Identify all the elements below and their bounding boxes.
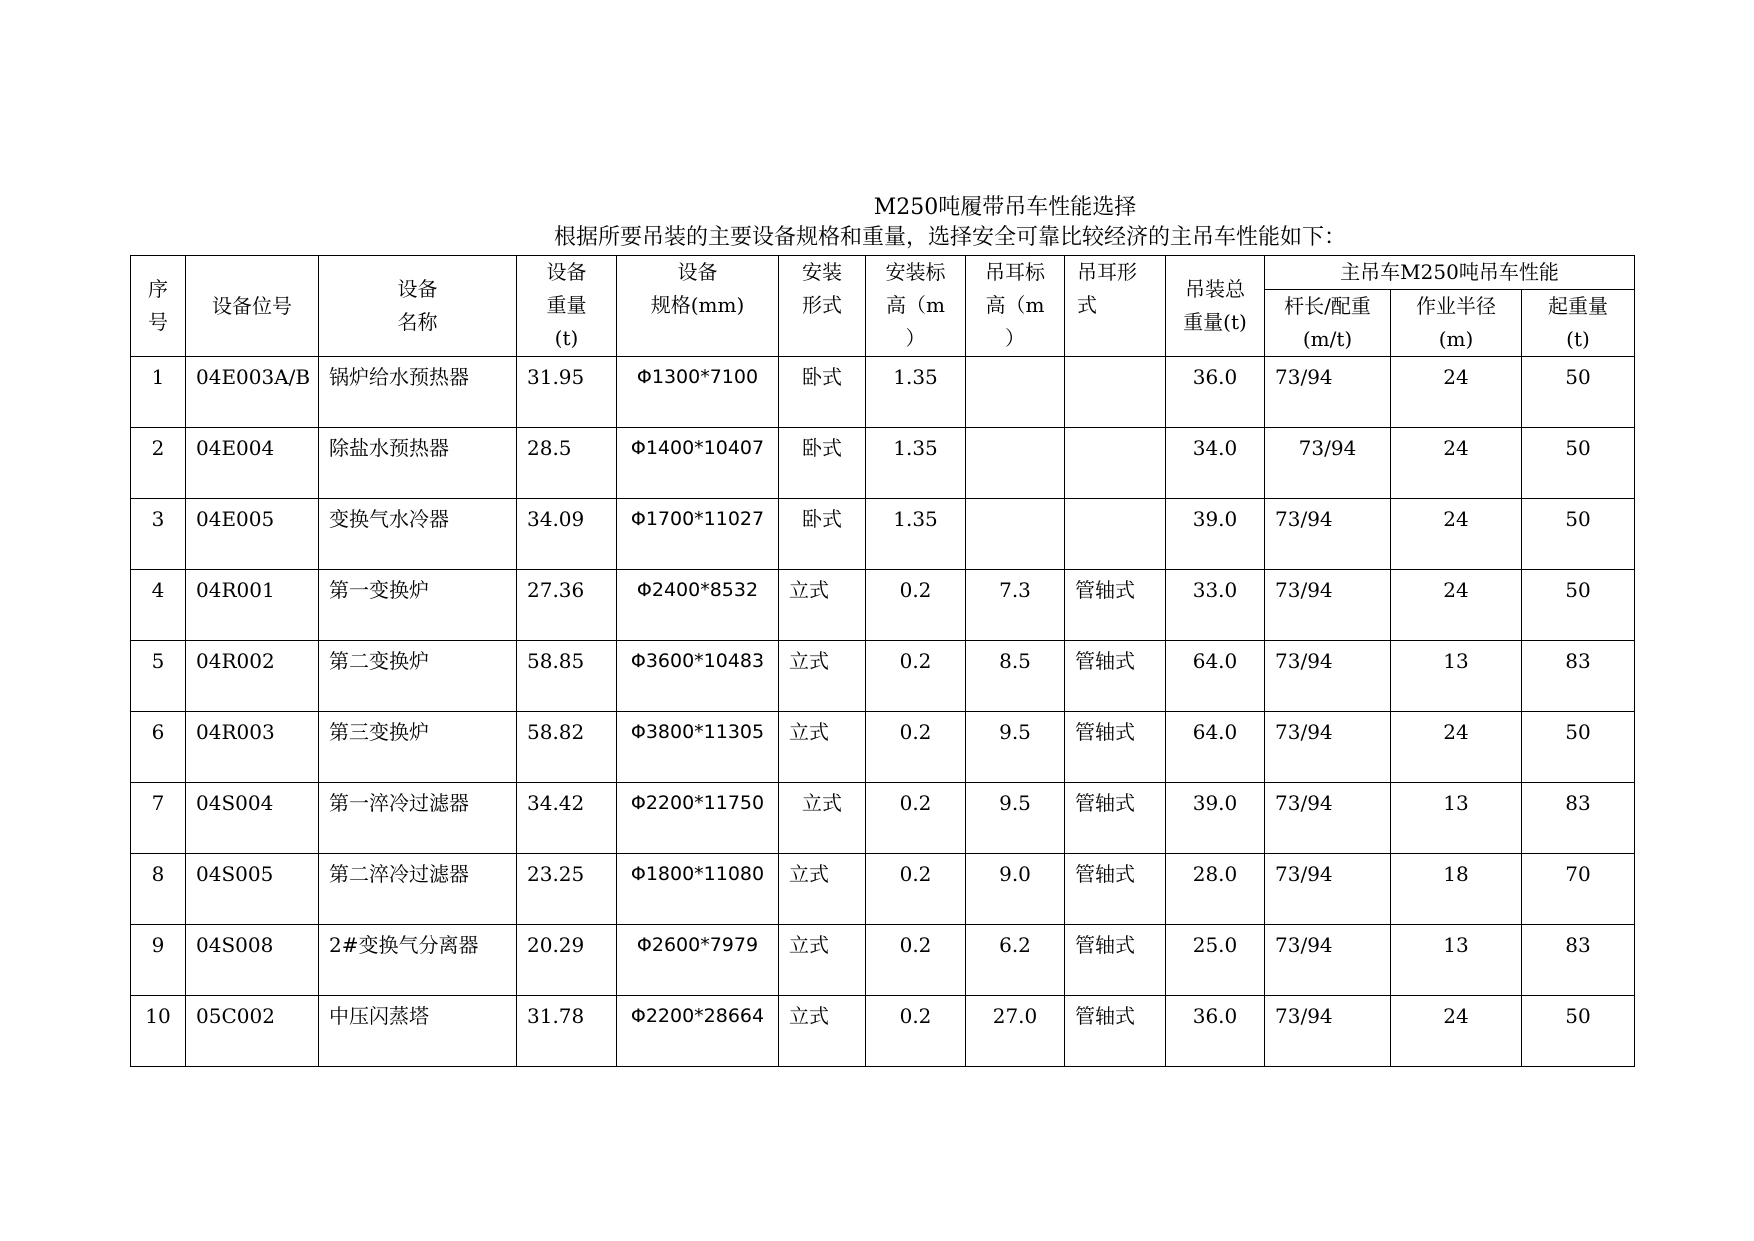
cell-install-elev: 0.2	[866, 641, 966, 712]
cell-spec: Φ1800*11080	[617, 854, 779, 925]
cell-boom: 73/94	[1265, 783, 1391, 854]
header-lug-elev-line3: ）	[1005, 326, 1025, 350]
cell-position: 04S005	[186, 854, 319, 925]
cell-weight: 27.36	[517, 570, 617, 641]
table-row	[131, 428, 1635, 499]
cell-seq: 1	[131, 357, 186, 428]
cell-lug-form: 管轴式	[1065, 996, 1166, 1067]
cell-capacity: 50	[1522, 712, 1635, 783]
header-lug-form-line2: 式	[1077, 293, 1097, 317]
cell-radius: 24	[1391, 428, 1522, 499]
header-spec-line2: 规格(mm)	[650, 293, 745, 317]
cell-position: 04R001	[186, 570, 319, 641]
header-total-weight-line2: 重量(t)	[1183, 310, 1247, 334]
cell-install-form: 立式	[779, 641, 866, 712]
cell-weight: 58.85	[517, 641, 617, 712]
header-capacity-line2: (t)	[1566, 327, 1590, 351]
header-lug-elev-line2: 高（m	[985, 293, 1045, 317]
cell-capacity: 50	[1522, 499, 1635, 570]
cell-spec: Φ1300*7100	[617, 357, 779, 428]
cell-install-elev: 1.35	[866, 499, 966, 570]
header-install-elev	[866, 256, 966, 357]
cell-boom: 73/94	[1265, 641, 1391, 712]
cell-weight: 34.09	[517, 499, 617, 570]
cell-position: 05C002	[186, 996, 319, 1067]
cell-boom: 73/94	[1265, 925, 1391, 996]
cell-position: 04S008	[186, 925, 319, 996]
cell-lug-form: 管轴式	[1065, 854, 1166, 925]
header-lug-elev-line1: 吊耳标	[985, 260, 1045, 284]
cell-lug-elev: 9.5	[966, 712, 1065, 783]
cell-lug-elev: 6.2	[966, 925, 1065, 996]
cell-total-weight: 28.0	[1166, 854, 1265, 925]
cell-install-form: 立式	[779, 925, 866, 996]
cell-name: 中压闪蒸塔	[319, 996, 517, 1067]
cell-lug-form: 管轴式	[1065, 783, 1166, 854]
header-weight-line2: 重量	[546, 293, 587, 317]
header-crane-group: 主吊车M250吨吊车性能	[1265, 256, 1635, 290]
crane-performance-table	[130, 255, 1635, 1067]
cell-lug-form: 管轴式	[1065, 570, 1166, 641]
cell-seq: 3	[131, 499, 186, 570]
cell-total-weight: 39.0	[1166, 499, 1265, 570]
cell-total-weight: 33.0	[1166, 570, 1265, 641]
cell-seq: 7	[131, 783, 186, 854]
cell-lug-elev: 27.0	[966, 996, 1065, 1067]
cell-capacity: 83	[1522, 641, 1635, 712]
cell-lug-elev	[966, 357, 1065, 428]
cell-spec: Φ1400*10407	[617, 428, 779, 499]
cell-lug-form	[1065, 357, 1166, 428]
cell-seq: 8	[131, 854, 186, 925]
cell-lug-elev: 7.3	[966, 570, 1065, 641]
cell-boom: 73/94	[1265, 996, 1391, 1067]
cell-seq: 4	[131, 570, 186, 641]
cell-total-weight: 36.0	[1166, 996, 1265, 1067]
header-lug-form	[1065, 256, 1166, 357]
cell-position: 04R003	[186, 712, 319, 783]
header-spec-line1: 设备	[677, 260, 718, 284]
cell-install-form: 卧式	[779, 428, 866, 499]
cell-spec: Φ2400*8532	[617, 570, 779, 641]
page-title: M250吨履带吊车性能选择	[873, 195, 1137, 220]
cell-install-elev: 0.2	[866, 854, 966, 925]
cell-seq: 2	[131, 428, 186, 499]
cell-install-form: 立式	[779, 570, 866, 641]
cell-position: 04E005	[186, 499, 319, 570]
cell-install-elev: 1.35	[866, 428, 966, 499]
table-row	[131, 783, 1635, 854]
header-position: 设备位号	[186, 256, 319, 357]
cell-capacity: 83	[1522, 783, 1635, 854]
cell-radius: 24	[1391, 712, 1522, 783]
cell-radius: 24	[1391, 570, 1522, 641]
cell-weight: 23.25	[517, 854, 617, 925]
cell-total-weight: 34.0	[1166, 428, 1265, 499]
cell-radius: 18	[1391, 854, 1522, 925]
cell-lug-elev	[966, 499, 1065, 570]
cell-boom: 73/94	[1265, 854, 1391, 925]
table-row	[131, 925, 1635, 996]
cell-lug-form: 管轴式	[1065, 925, 1166, 996]
cell-lug-form: 管轴式	[1065, 641, 1166, 712]
header-boom	[1265, 290, 1391, 357]
header-seq-line2: 号	[148, 310, 168, 334]
cell-seq: 9	[131, 925, 186, 996]
page-subtitle: 根据所要吊装的主要设备规格和重量，选择安全可靠比较经济的主吊车性能如下：	[553, 225, 1346, 250]
cell-name: 第三变换炉	[319, 712, 517, 783]
cell-total-weight: 39.0	[1166, 783, 1265, 854]
cell-capacity: 50	[1522, 357, 1635, 428]
cell-install-elev: 0.2	[866, 996, 966, 1067]
cell-boom: 73/94	[1265, 428, 1391, 499]
cell-name: 第一变换炉	[319, 570, 517, 641]
cell-weight: 28.5	[517, 428, 617, 499]
cell-spec: Φ3800*11305	[617, 712, 779, 783]
header-name	[319, 256, 517, 357]
cell-lug-elev: 8.5	[966, 641, 1065, 712]
cell-install-form: 卧式	[779, 499, 866, 570]
cell-seq: 5	[131, 641, 186, 712]
header-lug-form-line1: 吊耳形	[1077, 260, 1137, 284]
header-total-weight	[1166, 256, 1265, 357]
cell-capacity: 70	[1522, 854, 1635, 925]
table-row	[131, 712, 1635, 783]
cell-name: 除盐水预热器	[319, 428, 517, 499]
cell-position: 04E004	[186, 428, 319, 499]
cell-radius: 24	[1391, 996, 1522, 1067]
cell-position: 04E003A/B	[186, 357, 319, 428]
cell-capacity: 83	[1522, 925, 1635, 996]
cell-total-weight: 64.0	[1166, 712, 1265, 783]
header-install-elev-line1: 安装标	[885, 260, 946, 284]
cell-name: 第一淬冷过滤器	[319, 783, 517, 854]
cell-radius: 13	[1391, 925, 1522, 996]
cell-position: 04R002	[186, 641, 319, 712]
header-weight-line1: 设备	[546, 260, 587, 284]
cell-radius: 24	[1391, 357, 1522, 428]
cell-spec: Φ3600*10483	[617, 641, 779, 712]
cell-weight: 31.95	[517, 357, 617, 428]
header-total-weight-line1: 吊装总	[1185, 277, 1245, 301]
table-row	[131, 854, 1635, 925]
cell-lug-form	[1065, 428, 1166, 499]
table-row	[131, 499, 1635, 570]
cell-boom: 73/94	[1265, 712, 1391, 783]
cell-install-elev: 0.2	[866, 712, 966, 783]
cell-position: 04S004	[186, 783, 319, 854]
cell-install-form: 立式	[779, 783, 866, 854]
cell-lug-elev	[966, 428, 1065, 499]
cell-name: 第二变换炉	[319, 641, 517, 712]
cell-spec: Φ2200*28664	[617, 996, 779, 1067]
cell-install-elev: 0.2	[866, 783, 966, 854]
cell-total-weight: 64.0	[1166, 641, 1265, 712]
header-seq	[131, 256, 186, 357]
cell-name: 锅炉给水预热器	[319, 357, 517, 428]
header-name-line1: 设备	[397, 277, 438, 301]
header-boom-line2: (m/t)	[1302, 327, 1353, 351]
cell-weight: 31.78	[517, 996, 617, 1067]
cell-boom: 73/94	[1265, 499, 1391, 570]
cell-name: 第二淬冷过滤器	[319, 854, 517, 925]
header-weight	[517, 256, 617, 357]
cell-weight: 34.42	[517, 783, 617, 854]
cell-weight: 20.29	[517, 925, 617, 996]
header-radius	[1391, 290, 1522, 357]
cell-install-form: 立式	[779, 854, 866, 925]
table-row	[131, 570, 1635, 641]
cell-install-elev: 0.2	[866, 925, 966, 996]
cell-name: 2#变换气分离器	[319, 925, 517, 996]
table-row	[131, 641, 1635, 712]
header-spec	[617, 256, 779, 357]
cell-weight: 58.82	[517, 712, 617, 783]
cell-capacity: 50	[1522, 428, 1635, 499]
cell-total-weight: 25.0	[1166, 925, 1265, 996]
cell-total-weight: 36.0	[1166, 357, 1265, 428]
cell-install-form: 卧式	[779, 357, 866, 428]
header-radius-line2: (m)	[1438, 327, 1474, 351]
header-boom-line1: 杆长/配重	[1284, 294, 1371, 318]
header-install-form-line2: 形式	[802, 293, 842, 317]
cell-radius: 24	[1391, 499, 1522, 570]
header-radius-line1: 作业半径	[1416, 294, 1496, 318]
header-capacity-line1: 起重量	[1548, 294, 1608, 318]
cell-lug-elev: 9.0	[966, 854, 1065, 925]
header-weight-line3: (t)	[554, 326, 579, 350]
cell-capacity: 50	[1522, 570, 1635, 641]
cell-lug-elev: 9.5	[966, 783, 1065, 854]
cell-seq: 6	[131, 712, 186, 783]
cell-spec: Φ1700*11027	[617, 499, 779, 570]
header-install-form	[779, 256, 866, 357]
cell-radius: 13	[1391, 641, 1522, 712]
header-name-line2: 名称	[397, 310, 438, 334]
cell-radius: 13	[1391, 783, 1522, 854]
cell-capacity: 50	[1522, 996, 1635, 1067]
cell-boom: 73/94	[1265, 357, 1391, 428]
header-install-elev-line3: ）	[905, 326, 926, 350]
cell-spec: Φ2200*11750	[617, 783, 779, 854]
cell-name: 变换气水冷器	[319, 499, 517, 570]
header-install-form-line1: 安装	[802, 260, 842, 284]
cell-spec: Φ2600*7979	[617, 925, 779, 996]
cell-install-form: 立式	[779, 712, 866, 783]
header-install-elev-line2: 高（m	[886, 293, 945, 317]
cell-lug-form	[1065, 499, 1166, 570]
cell-install-form: 立式	[779, 996, 866, 1067]
table-row	[131, 996, 1635, 1067]
header-capacity	[1522, 290, 1635, 357]
header-lug-elev	[966, 256, 1065, 357]
cell-install-elev: 0.2	[866, 570, 966, 641]
cell-lug-form: 管轴式	[1065, 712, 1166, 783]
table-row	[131, 357, 1635, 428]
cell-boom: 73/94	[1265, 570, 1391, 641]
cell-seq: 10	[131, 996, 186, 1067]
cell-install-elev: 1.35	[866, 357, 966, 428]
header-seq-line1: 序	[148, 277, 168, 301]
